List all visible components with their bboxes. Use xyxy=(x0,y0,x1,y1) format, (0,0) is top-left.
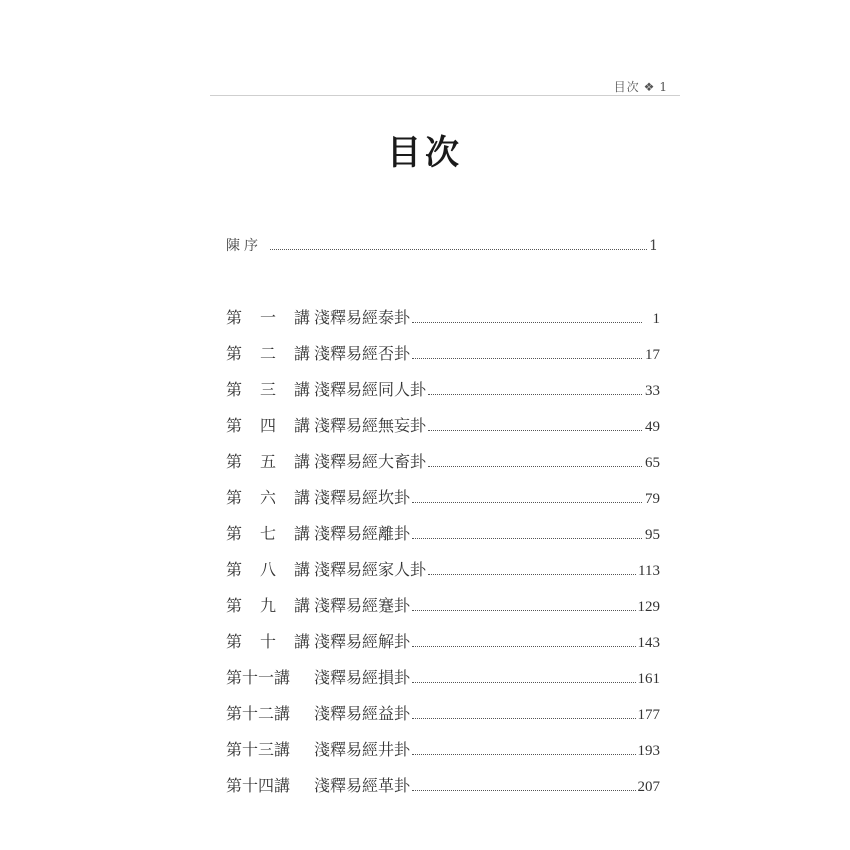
lecture-number xyxy=(226,773,310,796)
lecture-char: 十 xyxy=(259,632,276,651)
lecture-char: 第 xyxy=(226,344,243,363)
lecture-number xyxy=(226,413,310,436)
lecture-char: 第十三講 xyxy=(226,740,291,759)
page-number: 177 xyxy=(637,707,660,723)
page-number: 161 xyxy=(637,671,660,687)
lecture-char: 第 xyxy=(226,308,243,327)
preface-label: 陳序 xyxy=(226,238,262,254)
toc-entry[interactable] xyxy=(226,413,660,449)
lecture-number xyxy=(226,665,310,688)
dot-leader xyxy=(412,610,635,611)
dot-leader xyxy=(428,466,642,467)
ornament-icon: ❖ xyxy=(643,79,656,94)
chapter-title: 淺釋易經益卦 xyxy=(314,704,411,723)
toc-entry[interactable] xyxy=(226,557,660,593)
lecture-char: 講 xyxy=(293,596,310,615)
toc-entry[interactable] xyxy=(226,737,660,773)
lecture-number xyxy=(226,449,310,472)
lecture-char: 第 xyxy=(226,632,243,651)
chapter-title: 淺釋易經損卦 xyxy=(314,668,411,687)
header-rule xyxy=(210,95,680,96)
page-number: 49 xyxy=(645,419,660,435)
chapter-title: 淺釋易經大畜卦 xyxy=(314,452,427,471)
table-of-contents xyxy=(226,305,660,809)
chapter-title: 淺釋易經井卦 xyxy=(314,740,411,759)
dot-leader xyxy=(412,502,642,503)
toc-entry[interactable] xyxy=(226,485,660,521)
dot-leader xyxy=(428,430,642,431)
page-number: 113 xyxy=(638,563,660,579)
chapter-title: 淺釋易經家人卦 xyxy=(314,560,427,579)
lecture-number xyxy=(226,701,310,724)
lecture-char: 講 xyxy=(293,560,310,579)
page-number: 95 xyxy=(645,527,660,543)
lecture-number xyxy=(226,305,310,328)
preface-page: 1 xyxy=(649,238,658,254)
lecture-char: 一 xyxy=(259,308,276,327)
toc-entry[interactable] xyxy=(226,377,660,413)
toc-entry[interactable] xyxy=(226,305,660,341)
page-number: 17 xyxy=(645,347,660,363)
toc-entry[interactable] xyxy=(226,665,660,701)
lecture-char: 五 xyxy=(259,452,276,471)
lecture-char: 九 xyxy=(259,596,276,615)
dot-leader xyxy=(428,574,636,575)
toc-entry[interactable] xyxy=(226,701,660,737)
lecture-char: 第 xyxy=(226,524,243,543)
dot-leader xyxy=(412,790,635,791)
toc-entry[interactable] xyxy=(226,773,660,809)
dot-leader xyxy=(412,718,635,719)
lecture-char: 第 xyxy=(226,488,243,507)
running-head-page: 1 xyxy=(659,79,668,94)
lecture-number xyxy=(226,593,310,616)
lecture-char: 第十二講 xyxy=(226,704,291,723)
dot-leader xyxy=(412,646,635,647)
lecture-char: 二 xyxy=(259,344,276,363)
chapter-title: 淺釋易經革卦 xyxy=(314,776,411,795)
dot-leader xyxy=(412,358,642,359)
lecture-char: 講 xyxy=(293,380,310,399)
page-number: 65 xyxy=(645,455,660,471)
lecture-char: 講 xyxy=(293,452,310,471)
dot-leader xyxy=(412,538,642,539)
page-number: 1 xyxy=(652,311,660,327)
toc-entry[interactable] xyxy=(226,629,660,665)
lecture-char: 第十一講 xyxy=(226,668,291,687)
lecture-char: 第 xyxy=(226,416,243,435)
page-number: 33 xyxy=(645,383,660,399)
chapter-title: 淺釋易經蹇卦 xyxy=(314,596,411,615)
dot-leader xyxy=(428,394,642,395)
lecture-char: 講 xyxy=(293,488,310,507)
lecture-number xyxy=(226,629,310,652)
page-number: 79 xyxy=(645,491,660,507)
lecture-char: 講 xyxy=(293,524,310,543)
lecture-char: 第 xyxy=(226,560,243,579)
lecture-number xyxy=(226,557,310,580)
chapter-title: 淺釋易經坎卦 xyxy=(314,488,411,507)
lecture-char: 七 xyxy=(259,524,276,543)
lecture-char: 第 xyxy=(226,380,243,399)
lecture-char: 講 xyxy=(293,344,310,363)
toc-entry[interactable] xyxy=(226,593,660,629)
lecture-char: 第 xyxy=(226,452,243,471)
lecture-char: 四 xyxy=(259,416,276,435)
lecture-char: 八 xyxy=(259,560,276,579)
chapter-title: 淺釋易經否卦 xyxy=(314,344,411,363)
lecture-char: 講 xyxy=(293,632,310,651)
lecture-char: 講 xyxy=(293,308,310,327)
chapter-title: 淺釋易經泰卦 xyxy=(314,308,411,327)
toc-entry[interactable] xyxy=(226,449,660,485)
lecture-char: 第十四講 xyxy=(226,776,291,795)
running-head xyxy=(614,78,668,95)
lecture-number xyxy=(226,341,310,364)
chapter-title: 淺釋易經離卦 xyxy=(314,524,411,543)
chapter-title: 淺釋易經無妄卦 xyxy=(314,416,427,435)
lecture-char: 第 xyxy=(226,596,243,615)
lecture-char: 講 xyxy=(293,416,310,435)
lecture-char: 三 xyxy=(259,380,276,399)
dot-leader xyxy=(412,322,642,323)
page-title: 目次 xyxy=(387,133,463,173)
dot-leader xyxy=(412,682,635,683)
toc-entry[interactable] xyxy=(226,341,660,377)
page-number: 129 xyxy=(637,599,660,615)
toc-entry[interactable] xyxy=(226,521,660,557)
page-number: 207 xyxy=(637,779,660,795)
page-number: 143 xyxy=(637,635,660,651)
lecture-number xyxy=(226,737,310,760)
lecture-number xyxy=(226,377,310,400)
lecture-number xyxy=(226,485,310,508)
chapter-title: 淺釋易經同人卦 xyxy=(314,380,427,399)
lecture-number xyxy=(226,521,310,544)
dot-leader xyxy=(270,249,647,250)
toc-entry-preface[interactable] xyxy=(226,235,658,255)
running-head-text: 目次 xyxy=(613,80,640,94)
chapter-title: 淺釋易經解卦 xyxy=(314,632,411,651)
lecture-char: 六 xyxy=(259,488,276,507)
dot-leader xyxy=(412,754,635,755)
page-number: 193 xyxy=(637,743,660,759)
